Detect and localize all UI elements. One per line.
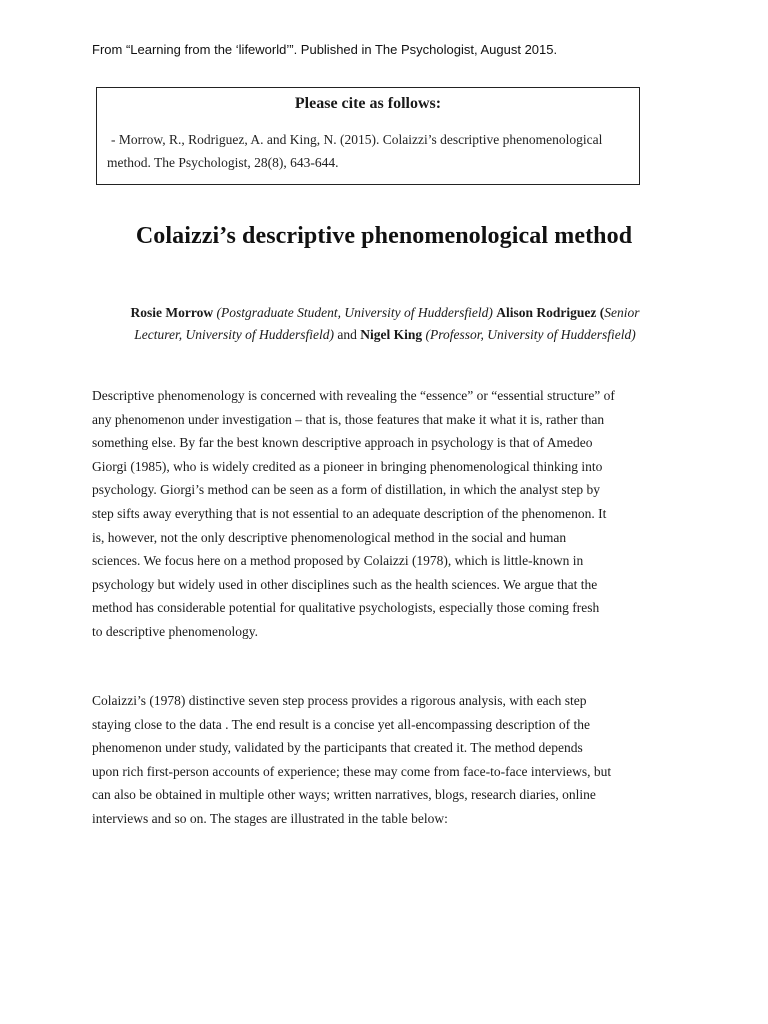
text-line: any phenomenon under investigation – that is, those features that make it what it is, rather than [92,411,605,427]
author-conjunction: and [333,327,361,342]
citation-box [96,87,640,185]
citation-heading: Please cite as follows: [294,95,442,112]
text-line: sciences. We focus here on a method proposed by Colaizzi (1978), which is little-known in [92,553,584,569]
text-line: Giorgi (1985), who is widely credited as a pioneer in bringing phenomenological thinking into [92,458,603,474]
text-line: phenomenon under study, validated by the participants that created it. The method depends [92,740,583,756]
text-line: upon rich first-person accounts of experience; these may come from face-to-face interviews, but [92,763,612,779]
text-line: interviews and so on. The stages are illustrated in the table below: [92,810,448,826]
text-line: Colaizzi’s (1978) distinctive seven step process provides a rigorous analysis, with each step [92,693,587,708]
citation-text [107,128,629,174]
text-line: psychology but widely used in other disciplines such as the health sciences. We argue that the [92,576,598,592]
document-title: Colaizzi’s descriptive phenomenological method [135,223,633,249]
source-line: From “Learning from the ‘lifeworld’”. Published in The Psychologist, August 2015. [92,42,558,57]
author-affiliation: (Professor, University of Huddersfield) [422,327,636,342]
author-name: Alison Rodriguez ( [496,305,605,320]
text-line: is, however, not the only descriptive phenomenological method in the social and human [92,529,567,545]
author-list [92,302,678,346]
text-line: staying close to the data . The end result is a concise yet all-encompassing description of the [92,716,590,732]
author-affiliation: (Postgraduate Student, University of Huddersfield) [213,305,497,320]
text-line: psychology. Giorgi’s method can be seen as a form of distillation, in which the analyst step by [92,482,601,498]
citation-line: method. The Psychologist, 28(8), 643-644. [107,155,339,170]
text-line: Descriptive phenomenology is concerned with revealing the “essence” or “essential structure” of [92,388,615,403]
text-line: something else. By far the best known descriptive approach in psychology is that of Amedeo [92,435,593,451]
text-line: step sifts away everything that is not essential to an adequate description of the phenomenon. It [92,505,607,521]
author-name: Nigel King [360,327,423,342]
body-paragraph-1 [92,384,682,644]
author-name: Rosie Morrow [130,305,214,320]
text-line: can also be obtained in multiple other ways; written narratives, blogs, research diaries, online [92,787,596,803]
body-paragraph-2 [92,689,682,831]
text-line: to descriptive phenomenology. [92,623,258,639]
author-affiliation: Lecturer, University of Huddersfield) [134,327,334,342]
text-line: method has considerable potential for qualitative psychologists, especially those coming fresh [92,600,600,616]
citation-line: - Morrow, R., Rodriguez, A. and King, N. (2015). Colaizzi’s descriptive phenomenological [111,132,603,147]
author-affiliation: Senior [604,305,640,320]
